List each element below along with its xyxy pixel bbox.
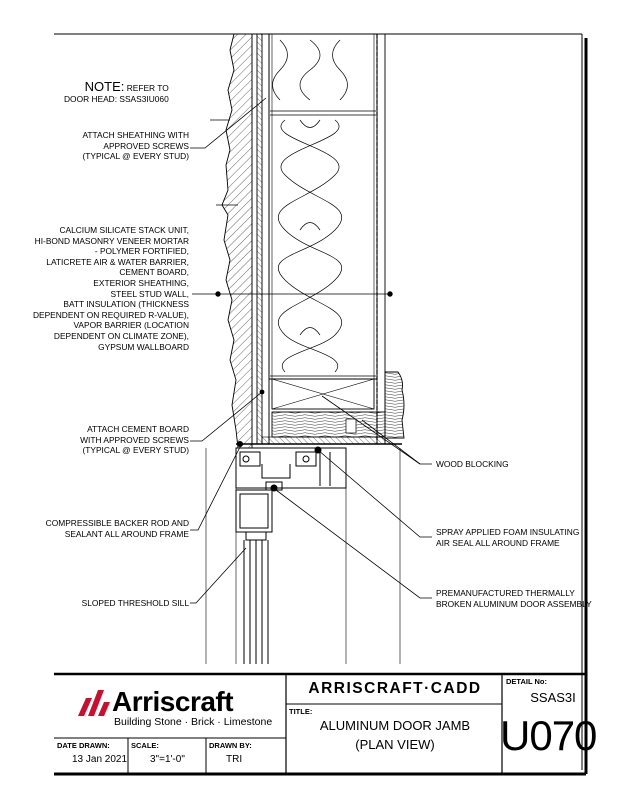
note-wall-assembly (33, 225, 189, 352)
detail-code: U070 (500, 712, 597, 759)
date-label: DATE DRAWN: (57, 741, 110, 750)
detail-number: SSAS3I (530, 690, 576, 705)
title-label: TITLE: (289, 707, 313, 716)
brand-tagline: Building Stone · Brick · Limestone (114, 716, 273, 728)
note-line: CALCIUM SILICATE STACK UNIT, (59, 225, 189, 235)
brand-name: Arriscraft (112, 686, 234, 717)
note-line: HI-BOND MASONRY VENEER MORTAR (34, 235, 189, 246)
note-line: (TYPICAL @ EVERY STUD) (82, 151, 189, 162)
note-label: NOTE: (84, 79, 125, 94)
note-wood-blocking (436, 459, 509, 470)
note-line: LATICRETE AIR & WATER BARRIER, (46, 256, 189, 267)
note-line: CEMENT BOARD, (119, 267, 189, 278)
note-line: WITH APPROVED SCREWS (80, 434, 189, 445)
note-line: - POLYMER FORTIFIED, (94, 246, 189, 257)
date-value: 13 Jan 2021 (72, 754, 128, 765)
note-line: STEEL STUD WALL, (110, 288, 189, 299)
note-threshold-sill (82, 598, 189, 609)
drawn-by-label: DRAWN BY: (209, 741, 252, 750)
note-line: (TYPICAL @ EVERY STUD) (82, 445, 189, 456)
note-refer-text: REFER TO (126, 83, 169, 93)
detail-label: DETAIL No: (506, 677, 547, 686)
note-line: ATTACH SHEATHING WITH (82, 130, 189, 140)
note-line: WOOD BLOCKING (436, 459, 509, 469)
note-line: DEPENDENT ON REQUIRED R-VALUE), (32, 309, 189, 320)
note-line: SLOPED THRESHOLD SILL (81, 598, 189, 608)
note-backer-rod (46, 518, 189, 539)
gypsum-wallboard (377, 34, 385, 444)
arriscraft-logo-mark (78, 690, 110, 716)
note-line: VAPOR BARRIER (LOCATION (73, 320, 189, 331)
batt-insulation (273, 40, 348, 372)
scale-value: 3"=1'-0" (150, 754, 185, 765)
interior-trim (385, 372, 404, 438)
scale-label: SCALE: (131, 741, 159, 750)
note-line: BROKEN ALUMINUM DOOR ASSEMBLY (436, 598, 592, 609)
aluminum-door-frame (236, 442, 346, 492)
stone-veneer (210, 34, 252, 448)
note-line: ATTACH CEMENT BOARD (87, 424, 189, 434)
drawn-by-value: TRI (226, 754, 243, 765)
note-line: EXTERIOR SHEATHING, (93, 277, 189, 288)
note-refer (64, 79, 169, 104)
note-line: AIR SEAL ALL AROUND FRAME (436, 537, 560, 548)
note-door-assembly (436, 588, 592, 609)
note-attach-cement-board (80, 424, 189, 456)
drawing-title-line1: ALUMINUM DOOR JAMB (319, 718, 471, 733)
note-line: APPROVED SCREWS (103, 140, 189, 151)
wall-layers (252, 34, 269, 444)
note-line: SEALANT ALL AROUND FRAME (64, 528, 189, 539)
note-line: GYPSUM WALLBOARD (98, 341, 189, 352)
note-line: COMPRESSIBLE BACKER ROD AND (45, 518, 189, 528)
note-line: SPRAY APPLIED FOAM INSULATING (436, 527, 580, 537)
drawing-title-line2: (PLAN VIEW) (355, 737, 435, 752)
note-attach-sheathing (82, 130, 189, 162)
cadd-header: ARRISCRAFT·CADD (308, 680, 482, 697)
note-door-head: DOOR HEAD: SSAS3IU060 (64, 93, 169, 104)
note-line: DEPENDENT ON CLIMATE ZONE), (53, 330, 189, 341)
note-line: PREMANUFACTURED THERMALLY (436, 588, 575, 598)
note-spray-foam (436, 527, 579, 548)
door-leaf (236, 490, 272, 664)
note-line: BATT INSULATION (THICKNESS (63, 299, 189, 310)
